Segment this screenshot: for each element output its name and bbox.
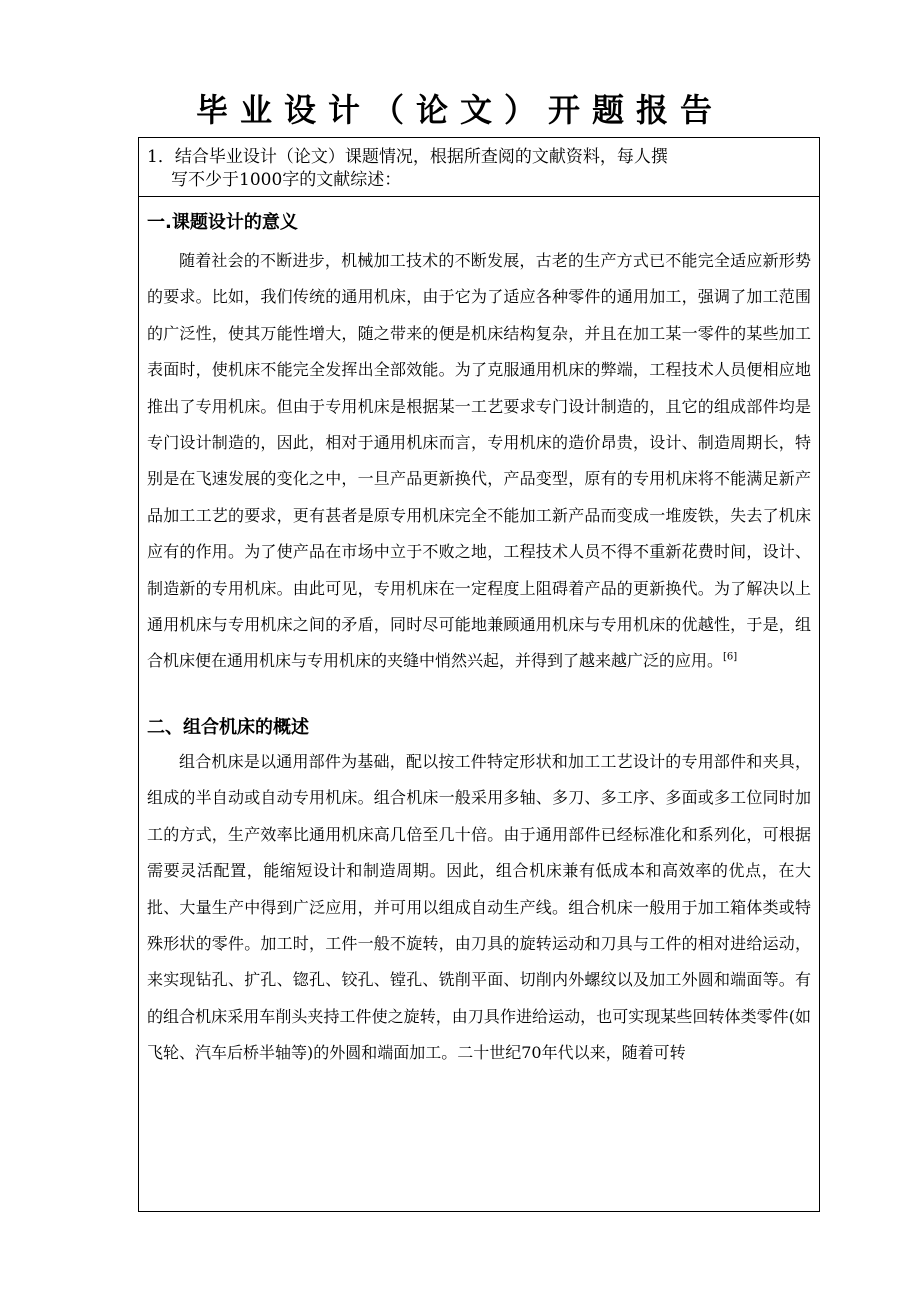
paragraph-text: 随着社会的不断进步，机械加工技术的不断发展，古老的生产方式已不能完全适应新形势的要求。比如，我们传统的通用机床，由于它为了适应各种零件的通用加工，强调了加工范围的广泛性，使其万能性增大，随之带来的便是机床结构复杂，并且在加工某一零件的某些加工表面时，使机床不能完全发挥出全部效能。为了克服通用机床的弊端，工程技术人员便相应地推出了专用机床。但由于专用机床是根据某一工艺要求专门设计制造的，且它的组成部件均是专门设计制造的，因此，相对于通用机床而言，专用机床的造价昂贵，设计、制造周期长，特别是在飞速发展的变化之中，一旦产品更新换代，产品变型，原有的专用机床将不能满足新产品加工工艺的要求，更有甚者是原专用机床完全不能加工新产品而变成一堆废铁，失去了机床应有的作用。为了使产品在市场中立于不败之地，工程技术人员不得不重新花费时间，设计、制造新的专用机床。由此可见，专用机床在一定程度上阻碍着产品的更新换代。为了解决以上通用机床与专用机床之间的矛盾，同时尽可能地兼顾通用机床与专用机床的优越性，于是，组合机床便在通用机床与专用机床的夹缝中悄然兴起，并得到了越来越广泛的应用。 — [147, 251, 811, 671]
report-table — [138, 137, 820, 1212]
instruction-line-1: 1．结合毕业设计（论文）课题情况，根据所查阅的文献资料，每人撰 — [147, 147, 668, 167]
section-paragraph-significance — [147, 243, 811, 680]
instruction-line-2: 写不少于1000字的文献综述： — [171, 170, 402, 190]
section-heading-overview: 二、组合机床的概述 — [147, 716, 309, 738]
literature-review-cell — [139, 197, 819, 1211]
document-title: 毕业设计（论文）开题报告 — [195, 91, 724, 129]
section-heading-significance: 一.课题设计的意义 — [147, 212, 298, 233]
citation-marker: [6] — [723, 652, 738, 664]
section-paragraph-overview: 组合机床是以通用部件为基础，配以按工件特定形状和加工工艺设计的专用部件和夹具，组成的半自动或自动专用机床。组合机床一般采用多轴、多刀、多工序、多面或多工位同时加工的方式，生产效率比通用机床高几倍至几十倍。由于通用部件已经标准化和系列化，可根据需要灵活配置，能缩短设计和制造周期。因此，组合机床兼有低成本和高效率的优点，在大批、大量生产中得到广泛应用，并可用以组成自动生产线。组合机床一般用于加工箱体类或特殊形状的零件。加工时，工件一般不旋转，由刀具的旋转运动和刀具与工件的相对进给运动，来实现钻孔、扩孔、锪孔、铰孔、镗孔、铣削平面、切削内外螺纹以及加工外圆和端面等。有的组合机床采用车削头夹持工件使之旋转，由刀具作进给运动，也可实现某些回转体类零件(如飞轮、汽车后桥半轴等)的外圆和端面加工。二十世纪70年代以来，随着可转 — [147, 751, 811, 1063]
instruction-cell — [139, 138, 819, 197]
